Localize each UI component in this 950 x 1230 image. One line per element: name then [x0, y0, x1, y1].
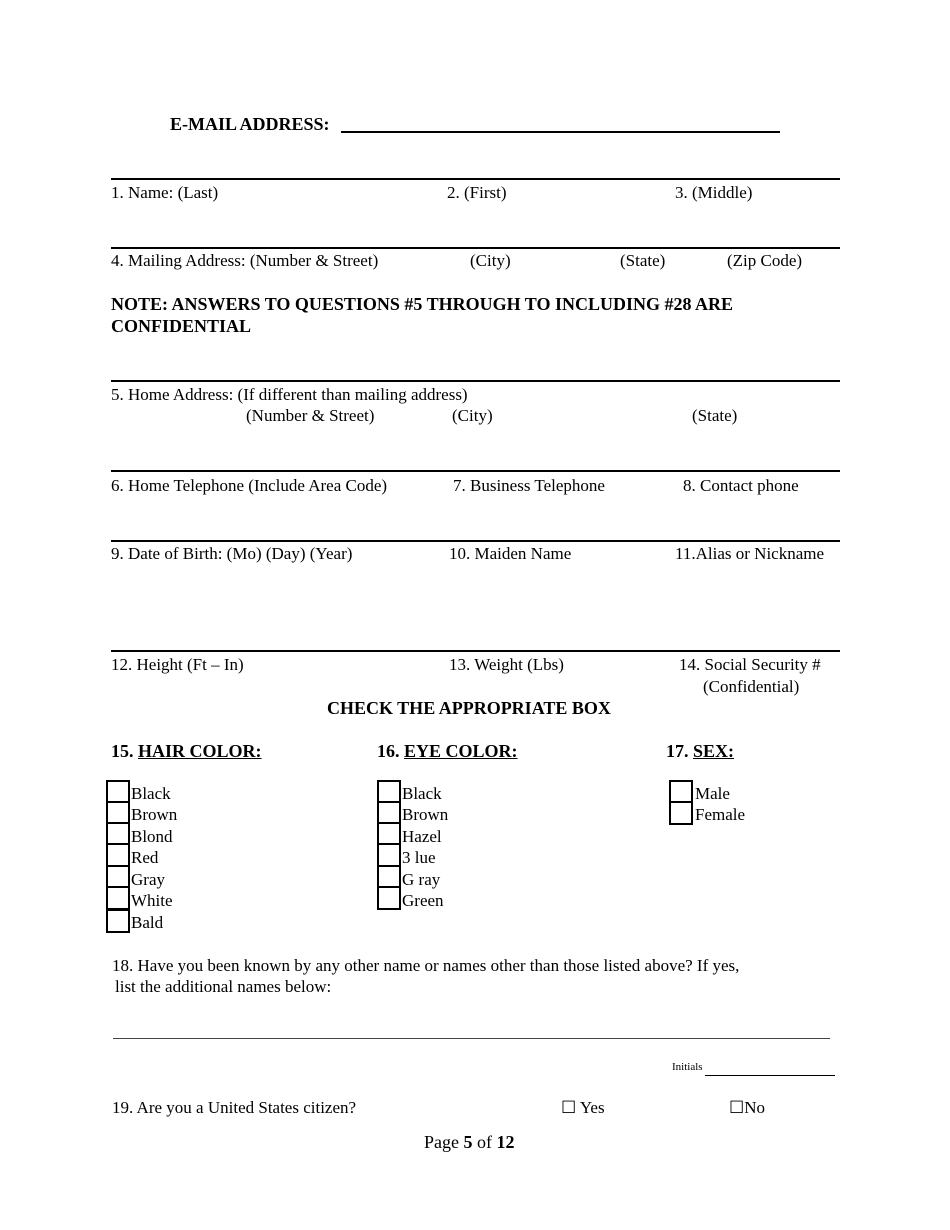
hair-option-label: White	[131, 891, 173, 910]
check-box-heading: CHECK THE APPROPRIATE BOX	[327, 698, 611, 718]
citizen-yes-option[interactable]: ☐ Yes	[561, 1098, 605, 1117]
home-city-label: (City)	[452, 406, 493, 425]
weight-label: 13. Weight (Lbs)	[449, 655, 564, 674]
page-number: Page 5 of 12	[424, 1132, 515, 1152]
question-18-text: 18. Have you been known by any other name or names other than those listed above? If yes,	[112, 956, 740, 975]
last-name-label: 1. Name: (Last)	[111, 183, 219, 202]
home-address-label: 5. Home Address: (If different than mailing address)	[111, 385, 468, 404]
citizen-no-option[interactable]: ☐No	[729, 1098, 766, 1117]
home-phone-label: 6. Home Telephone (Include Area Code)	[111, 476, 388, 495]
middle-name-label: 3. (Middle)	[675, 183, 753, 202]
divider-line	[111, 650, 840, 652]
hair-option-label: Brown	[131, 805, 178, 824]
eye-green-checkbox[interactable]	[377, 886, 401, 910]
eye-blue-checkbox[interactable]	[377, 843, 401, 867]
initials-field[interactable]	[705, 1075, 835, 1076]
hair-white-checkbox[interactable]	[106, 886, 130, 910]
ssn-label: 14. Social Security #	[679, 655, 821, 674]
maiden-name-label: 10. Maiden Name	[449, 544, 572, 563]
mailing-city-label: (City)	[470, 251, 511, 270]
confidential-note: CONFIDENTIAL	[111, 316, 252, 336]
sex-female-checkbox[interactable]	[669, 801, 693, 825]
hair-bald-checkbox[interactable]	[106, 909, 130, 933]
hair-option-label: Blond	[131, 827, 173, 846]
eye-color-heading: 16. EYE COLOR:	[377, 741, 518, 761]
first-name-label: 2. (First)	[447, 183, 507, 202]
hair-color-heading: 15. HAIR COLOR:	[111, 741, 262, 761]
eye-option-label: G ray	[402, 870, 441, 889]
mailing-street-label: 4. Mailing Address: (Number & Street)	[111, 251, 379, 270]
business-phone-label: 7. Business Telephone	[453, 476, 605, 495]
other-names-field[interactable]	[113, 1038, 830, 1039]
sex-heading: 17. SEX:	[666, 741, 735, 761]
mailing-zip-label: (Zip Code)	[727, 251, 803, 270]
eye-option-label: Hazel	[402, 827, 442, 846]
divider-line	[111, 380, 840, 382]
sex-option-label: Female	[695, 805, 746, 824]
email-field[interactable]	[341, 131, 780, 133]
question-19-text: 19. Are you a United States citizen?	[112, 1098, 357, 1117]
alias-label: 11.Alias or Nickname	[675, 544, 825, 563]
divider-line	[111, 247, 840, 249]
hair-option-label: Red	[131, 848, 159, 867]
eye-option-label: 3 lue	[402, 848, 436, 867]
hair-option-label: Gray	[131, 870, 165, 889]
eye-option-label: Green	[402, 891, 444, 910]
home-state-label: (State)	[692, 406, 738, 425]
hair-red-checkbox[interactable]	[106, 843, 130, 867]
ssn-confidential-label: (Confidential)	[703, 677, 800, 696]
contact-phone-label: 8. Contact phone	[683, 476, 799, 495]
email-label: E-MAIL ADDRESS:	[170, 114, 330, 134]
initials-label: Initials	[672, 1061, 703, 1073]
height-label: 12. Height (Ft – In)	[111, 655, 244, 674]
hair-option-label: Bald	[131, 913, 164, 932]
question-18-text: list the additional names below:	[115, 977, 332, 996]
divider-line	[111, 178, 840, 180]
dob-label: 9. Date of Birth: (Mo) (Day) (Year)	[111, 544, 353, 563]
sex-option-label: Male	[695, 784, 730, 803]
divider-line	[111, 540, 840, 542]
divider-line	[111, 470, 840, 472]
confidential-note: NOTE: ANSWERS TO QUESTIONS #5 THROUGH TO INCLUDING #28 ARE	[111, 294, 733, 314]
eye-option-label: Black	[402, 784, 442, 803]
eye-option-label: Brown	[402, 805, 449, 824]
mailing-state-label: (State)	[620, 251, 666, 270]
hair-option-label: Black	[131, 784, 171, 803]
home-street-label: (Number & Street)	[246, 406, 375, 425]
